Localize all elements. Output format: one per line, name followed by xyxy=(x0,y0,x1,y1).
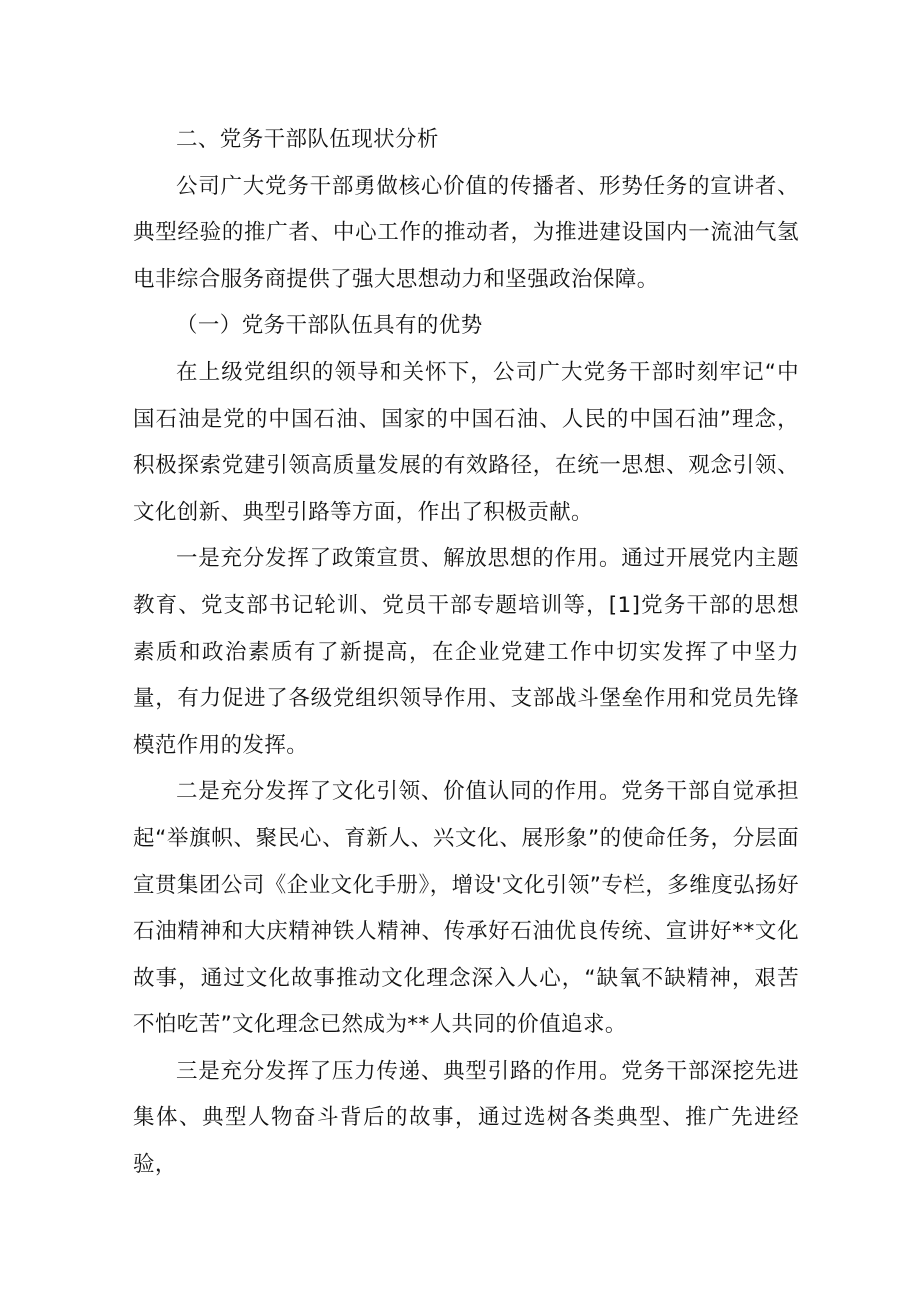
document-body xyxy=(133,117,799,1189)
paragraph-4: 三是充分发挥了压力传递、典型引路的作用。党务干部深挖先进集体、典型人物奋斗背后的故事，通过选树各类典型、推广先进经验， xyxy=(133,1058,799,1178)
paragraph-1: 在上级党组织的领导和关怀下，公司广大党务干部时刻牢记“中国石油是党的中国石油、国家的中国石油、人民的中国石油”理念，积极探索党建引领高质量发展的有效路径，在统一思想、观念引领、文化创新、典型引路等方面，作出了积极贡献。 xyxy=(133,359,799,525)
intro-paragraph: 公司广大党务干部勇做核心价值的传播者、形势任务的宣讲者、典型经验的推广者、中心工作的推动者，为推进建设国内一流油气氢电非综合服务商提供了强大思想动力和坚强政治保障。 xyxy=(133,173,799,292)
section-heading: 二、党务干部队伍现状分析 xyxy=(176,127,439,152)
paragraph-3: 二是充分发挥了文化引领、价值认同的作用。党务干部自觉承担起“举旗帜、聚民心、育新人、兴文化、展形象”的使命任务，分层面宣贯集团公司《企业文化手册》，增设'文化引领”专栏，多维度弘扬好石油精神和大庆精神铁人精神、传承好石油优良传统、宣讲好**文化故事，通过文化故事推动文化理念深入人心，“缺氧不缺精神，艰苦不怕吃苦”文化理念已然成为**人共同的价值追求。 xyxy=(133,779,799,1038)
subheading: （一）党务干部队伍具有的优势 xyxy=(176,313,483,339)
paragraph-2: 一是充分发挥了政策宣贯、解放思想的作用。通过开展党内主题教育、党支部书记轮训、党员干部专题培训等，[1]党务干部的思想素质和政治素质有了新提高，在企业党建工作中切实发挥了中坚力量，有力促进了各级党组织领导作用、支部战斗堡垒作用和党员先锋模范作用的发挥。 xyxy=(133,546,799,758)
